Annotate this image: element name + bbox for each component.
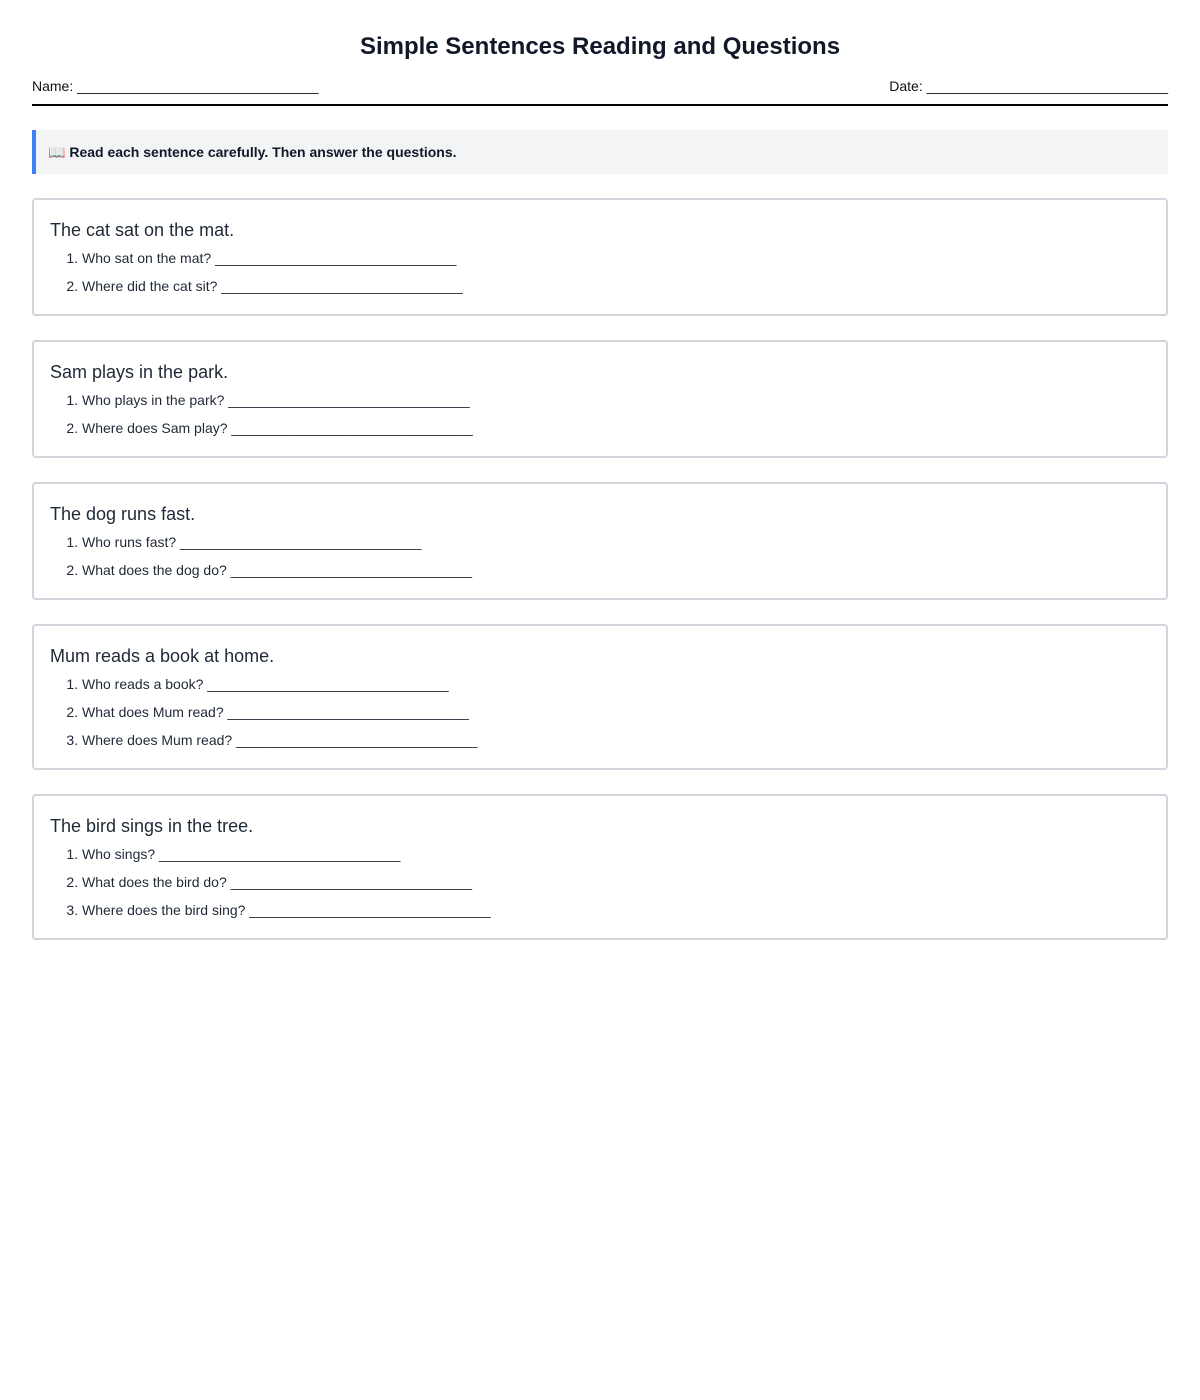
sentence-text: The bird sings in the tree. — [50, 816, 254, 836]
date-blank[interactable]: _______________________________ — [926, 78, 1168, 94]
question-list — [50, 534, 1150, 578]
answer-blank[interactable]: _______________________________ — [207, 676, 449, 692]
question-item — [82, 534, 1150, 550]
date-field[interactable] — [889, 78, 1168, 94]
question-item — [82, 562, 1150, 578]
answer-blank[interactable]: _______________________________ — [236, 732, 478, 748]
sentence-card — [32, 198, 1168, 316]
sentence-text: Sam plays in the park. — [50, 362, 229, 382]
instructions-box — [32, 130, 1168, 174]
question-list — [50, 846, 1150, 918]
answer-blank[interactable]: _______________________________ — [231, 420, 473, 436]
question-text: What does the bird do? — [82, 874, 227, 890]
instructions-text: Read each sentence carefully. Then answer the questions. — [69, 144, 457, 160]
name-label: Name: — [32, 78, 74, 94]
question-item — [82, 902, 1150, 918]
answer-blank[interactable]: _______________________________ — [228, 392, 470, 408]
sentence-text: Mum reads a book at home. — [50, 646, 275, 666]
sentence-card — [32, 340, 1168, 458]
question-item — [82, 732, 1150, 748]
question-item — [82, 420, 1150, 436]
question-text: Who plays in the park? — [82, 392, 225, 408]
question-item — [82, 704, 1150, 720]
question-list — [50, 676, 1150, 748]
date-label: Date: — [889, 78, 923, 94]
name-field[interactable] — [32, 78, 319, 94]
answer-blank[interactable]: _______________________________ — [227, 704, 469, 720]
question-item — [82, 278, 1150, 294]
question-text: Where does Sam play? — [82, 420, 228, 436]
question-text: Where did the cat sit? — [82, 278, 218, 294]
question-item — [82, 676, 1150, 692]
answer-blank[interactable]: _______________________________ — [180, 534, 422, 550]
sentence-card — [32, 624, 1168, 770]
sentence-text: The cat sat on the mat. — [50, 220, 235, 240]
sentence-text: The dog runs fast. — [50, 504, 196, 524]
answer-blank[interactable]: _______________________________ — [230, 562, 473, 578]
book-icon: 📖 — [48, 144, 66, 160]
answer-blank[interactable]: _______________________________ — [249, 902, 491, 918]
student-info-row — [32, 78, 1168, 106]
sentence-card — [32, 482, 1168, 600]
sections-list — [32, 198, 1168, 940]
answer-blank[interactable]: _______________________________ — [159, 846, 401, 862]
question-text: Who runs fast? — [82, 534, 177, 550]
sentence-card — [32, 794, 1168, 940]
question-item — [82, 392, 1150, 408]
question-text: Where does the bird sing? — [82, 902, 246, 918]
question-list — [50, 250, 1150, 294]
question-text: Who sings? — [82, 846, 156, 862]
answer-blank[interactable]: _______________________________ — [230, 874, 473, 890]
answer-blank[interactable]: _______________________________ — [215, 250, 457, 266]
question-item — [82, 874, 1150, 890]
question-text: What does Mum read? — [82, 704, 224, 720]
question-item — [82, 250, 1150, 266]
question-item — [82, 846, 1150, 862]
question-text: Who sat on the mat? — [82, 250, 212, 266]
name-blank[interactable]: _______________________________ — [77, 78, 319, 94]
question-text: What does the dog do? — [82, 562, 227, 578]
page-title: Simple Sentences Reading and Questions — [359, 33, 841, 60]
question-list — [50, 392, 1150, 436]
question-text: Who reads a book? — [82, 676, 204, 692]
answer-blank[interactable]: _______________________________ — [221, 278, 463, 294]
question-text: Where does Mum read? — [82, 732, 233, 748]
